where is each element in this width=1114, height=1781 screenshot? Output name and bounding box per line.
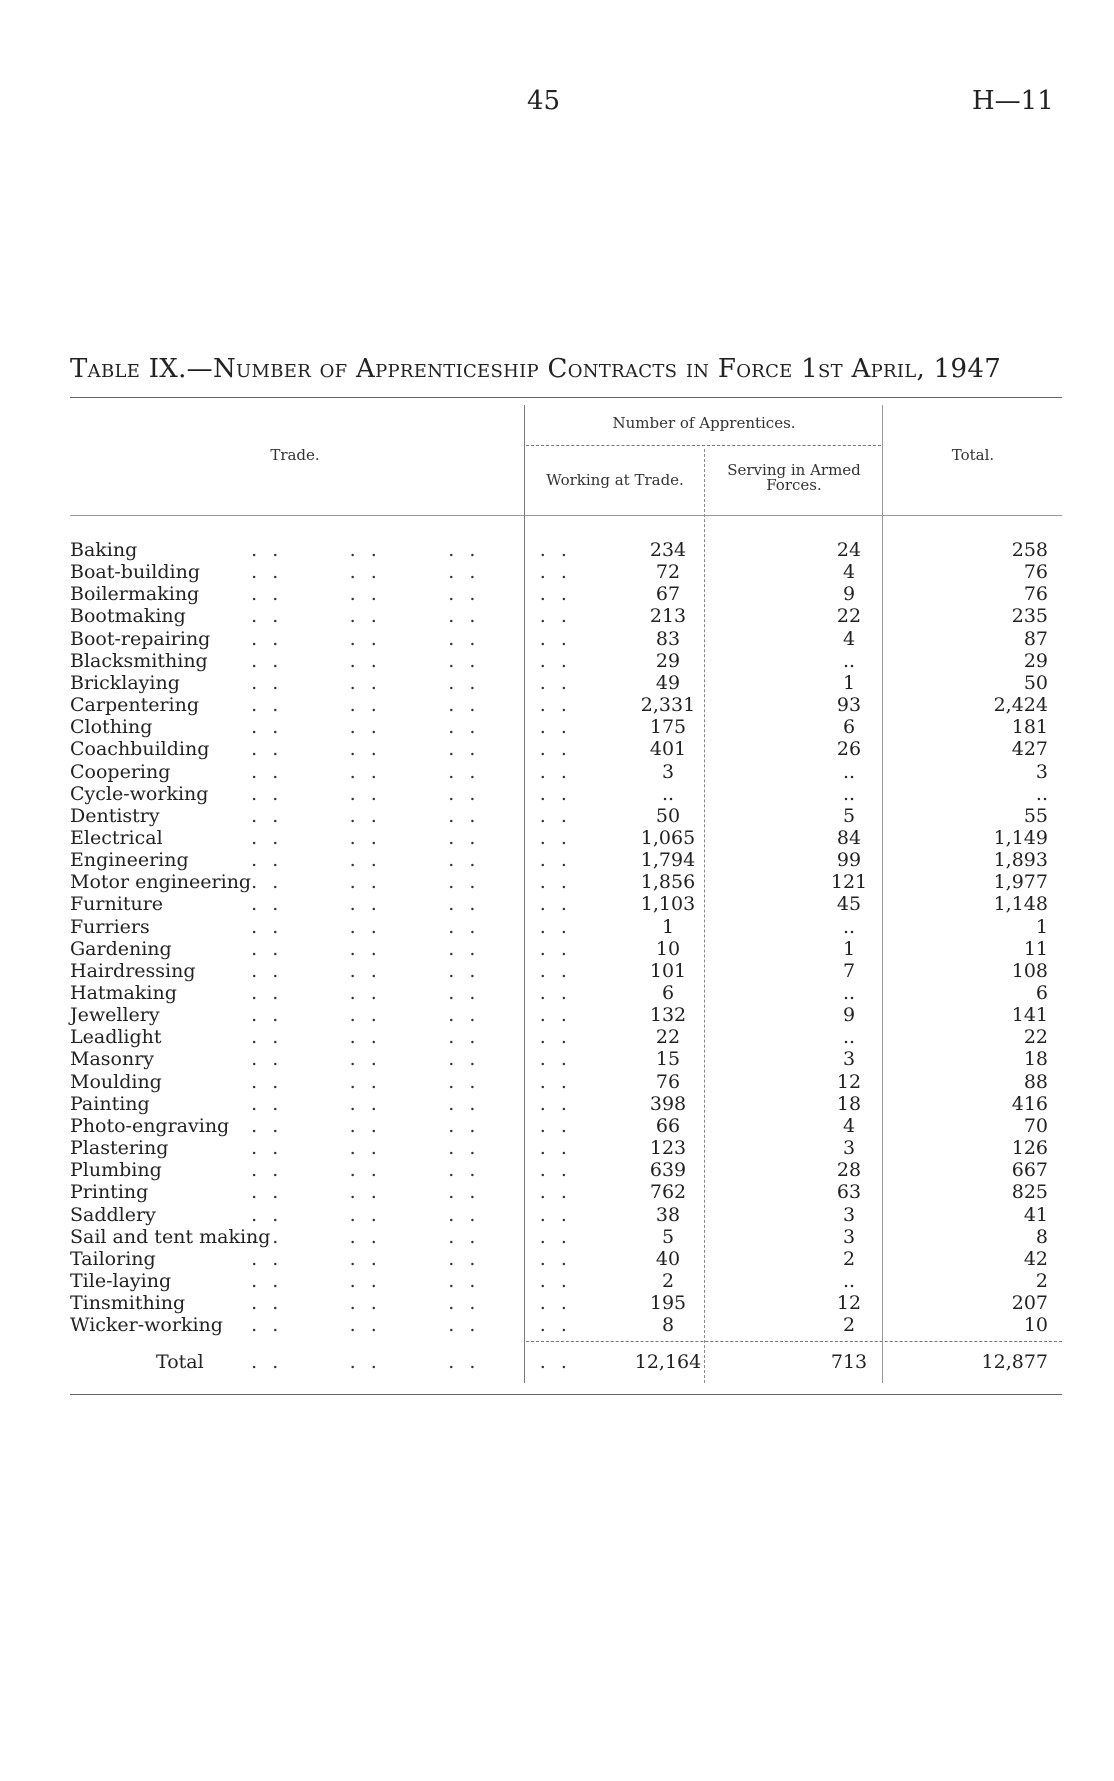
trade-name: Electrical [70, 826, 163, 849]
total-value: 667 [1011, 1159, 1048, 1182]
working-value: 2,331 [640, 694, 696, 717]
trade-name: Printing [70, 1181, 149, 1204]
total-value: 1,977 [993, 871, 1048, 894]
working-value: 398 [649, 1092, 687, 1115]
leader-dots: . . . . . . . . [230, 1247, 568, 1270]
working-value: 175 [649, 716, 687, 739]
trade-name: Saddlery [70, 1203, 156, 1226]
leader-dots: . . . . . . . . [230, 871, 568, 894]
trade-name: Bricklaying [70, 671, 180, 694]
serving-value: 9 [842, 1004, 856, 1027]
header-working: Working at Trade. [546, 471, 684, 489]
header-number-of-apprentices: Number of Apprentices. [612, 414, 796, 432]
serving-value: 9 [842, 583, 856, 606]
leader-dots: . . . . . . . . [230, 716, 568, 739]
table-row [70, 1093, 1062, 1115]
table-row [70, 628, 1062, 650]
working-value: 2 [661, 1269, 675, 1292]
total-value: 825 [1011, 1181, 1048, 1204]
serving-value: 3 [842, 1225, 856, 1248]
working-value: 67 [655, 583, 681, 606]
leader-dots: . . . . . . . . [230, 1137, 568, 1160]
total-value: 22 [1023, 1026, 1048, 1049]
leader-dots: . . . . . . . . [230, 1203, 568, 1226]
table-row [70, 1159, 1062, 1181]
total-value: 42 [1023, 1247, 1048, 1270]
working-value: 76 [655, 1070, 681, 1093]
total-value: 2,424 [993, 694, 1048, 717]
serving-value: 2 [842, 1247, 856, 1270]
total-value: 141 [1011, 1004, 1048, 1027]
table-row [70, 716, 1062, 738]
working-value: 123 [649, 1137, 687, 1160]
total-value: 87 [1023, 627, 1048, 650]
trade-name: Boilermaking [70, 583, 200, 606]
table-row [70, 1048, 1062, 1070]
working-value: 38 [655, 1203, 681, 1226]
working-value: 639 [649, 1159, 687, 1182]
working-value: 40 [655, 1247, 681, 1270]
leader-dots: . . . . . . . . [230, 937, 568, 960]
total-row [70, 1351, 1062, 1373]
trade-name: Tailoring [70, 1247, 156, 1270]
serving-value: 6 [842, 716, 856, 739]
leader-dots: . . . . . . . . [230, 583, 568, 606]
working-value: 132 [649, 1004, 687, 1027]
leader-dots: . . . . . . . . [230, 1181, 568, 1204]
serving-value: 28 [836, 1159, 862, 1182]
table-row [70, 1204, 1062, 1226]
table-row [70, 583, 1062, 605]
leader-dots: . . . . . . . . [230, 915, 568, 938]
table-row [70, 1026, 1062, 1048]
table-row [70, 605, 1062, 627]
serving-value: 12 [836, 1070, 862, 1093]
table-row [70, 982, 1062, 1004]
table-title [70, 354, 1001, 384]
leader-dots: . . . . . . . . [230, 982, 568, 1004]
leader-dots: . . . . . . . . [230, 826, 568, 849]
working-value: 1,856 [640, 871, 696, 894]
leader-dots: . . . . . . . . [230, 1026, 568, 1049]
trade-name: Coopering [70, 760, 171, 783]
trade-name: Engineering [70, 849, 189, 872]
total-value: 416 [1011, 1092, 1048, 1115]
document-reference: H—11 [972, 86, 1054, 116]
table-title-prefix: Table IX. [70, 354, 187, 384]
serving-value: 1 [842, 671, 856, 694]
trade-name: Photo-engraving [70, 1114, 230, 1137]
total-working: 12,164 [634, 1351, 702, 1373]
table-row [70, 938, 1062, 960]
trade-name: Gardening [70, 937, 172, 960]
serving-value: .. [842, 760, 856, 783]
leader-dots: . . . . . . . . [230, 804, 568, 827]
serving-value: 18 [836, 1092, 862, 1115]
leader-dots: . . . . . . . . [230, 1114, 568, 1137]
serving-value: 121 [830, 871, 868, 894]
total-value: 181 [1011, 716, 1048, 739]
total-value: 1,149 [993, 826, 1048, 849]
table-row [70, 694, 1062, 716]
table-row [70, 1292, 1062, 1314]
trade-name: Dentistry [70, 804, 160, 827]
table-row [70, 893, 1062, 915]
working-value: 49 [655, 671, 681, 694]
serving-value: 2 [842, 1314, 856, 1337]
header-serving: Serving in Armed Forces. [727, 461, 861, 494]
page-number: 45 [527, 86, 561, 116]
serving-value: .. [842, 1026, 856, 1049]
total-value: 76 [1023, 583, 1048, 606]
serving-value: 3 [842, 1137, 856, 1160]
subheader-rule [526, 445, 881, 446]
serving-value: 22 [836, 605, 862, 628]
total-value: 1,148 [993, 893, 1048, 916]
leader-dots: . . . . . . . . [230, 760, 568, 783]
trade-name: Hairdressing [70, 959, 196, 982]
trade-name: Moulding [70, 1070, 162, 1093]
total-value: 55 [1023, 804, 1048, 827]
total-value: 235 [1011, 605, 1048, 628]
leader-dots: . . . . . . . . [230, 959, 568, 982]
table-row [70, 916, 1062, 938]
table-row [70, 1137, 1062, 1159]
trade-name: Boot-repairing [70, 627, 211, 650]
serving-value: 7 [842, 959, 856, 982]
serving-value: .. [842, 649, 856, 672]
serving-value: 3 [842, 1048, 856, 1071]
leader-dots: . . . . . . . . [230, 1070, 568, 1093]
leader-dots: . . . . . . . . [230, 627, 568, 650]
leader-dots: . . . . . . . . [230, 893, 568, 916]
working-value: 1,065 [640, 826, 696, 849]
leader-dots: . . . . . . . . [230, 1225, 568, 1248]
working-value: 401 [649, 738, 687, 761]
table-row [70, 1181, 1062, 1203]
serving-value: 12 [836, 1292, 862, 1315]
working-value: 5 [661, 1225, 675, 1248]
table-title-text: —Number of Apprenticeship Contracts in Force 1st April, 1947 [186, 354, 1002, 384]
working-value: 213 [649, 605, 687, 628]
trade-name: Coachbuilding [70, 738, 210, 761]
serving-value: 1 [842, 937, 856, 960]
table-row [70, 561, 1062, 583]
total-value: 1 [1035, 915, 1048, 938]
trade-name: Furniture [70, 893, 164, 916]
total-value: 126 [1011, 1137, 1048, 1160]
trade-name: Plumbing [70, 1159, 162, 1182]
table-row [70, 650, 1062, 672]
working-value: 6 [661, 982, 675, 1004]
table-bottom-rule [70, 1394, 1062, 1395]
table-row [70, 1314, 1062, 1336]
total-value: 11 [1023, 937, 1048, 960]
trade-name: Motor engineering [70, 871, 252, 894]
table-row [70, 1004, 1062, 1026]
table-row [70, 871, 1062, 893]
leader-dots: . . . . . . . . [230, 1004, 568, 1027]
working-value: 8 [661, 1314, 675, 1337]
working-value: 234 [649, 539, 687, 561]
working-value: 1,794 [640, 849, 696, 872]
working-value: 22 [655, 1026, 681, 1049]
trade-name: Blacksmithing [70, 649, 208, 672]
total-value: 10 [1023, 1314, 1048, 1337]
trade-name: Jewellery [70, 1004, 160, 1027]
working-value: 1 [661, 915, 675, 938]
trade-name: Clothing [70, 716, 153, 739]
total-value: 108 [1011, 959, 1048, 982]
leader-dots: . . . . . . . . [230, 1092, 568, 1115]
total-serving: 713 [830, 1351, 868, 1373]
trade-name: Hatmaking [70, 982, 177, 1004]
total-value: 88 [1023, 1070, 1048, 1093]
table-row [70, 672, 1062, 694]
working-value: 10 [655, 937, 681, 960]
working-value: 1,103 [640, 893, 696, 916]
working-value: 15 [655, 1048, 681, 1071]
working-value: 195 [649, 1292, 687, 1315]
total-value: 76 [1023, 561, 1048, 584]
trade-name: Sail and tent making [70, 1225, 271, 1248]
total-value: 1,893 [993, 849, 1048, 872]
serving-value: 63 [836, 1181, 862, 1204]
leader-dots: . . . . . . . . [230, 649, 568, 672]
leader-dots: . . . . . . . . [230, 1351, 568, 1373]
total-value: 29 [1023, 649, 1048, 672]
working-value: 83 [655, 627, 681, 650]
working-value: 762 [649, 1181, 687, 1204]
table-row [70, 1248, 1062, 1270]
working-value: 50 [655, 804, 681, 827]
working-value: 72 [655, 561, 681, 584]
trade-name: Baking [70, 539, 138, 561]
total-value: 3 [1035, 760, 1048, 783]
serving-value: 99 [836, 849, 862, 872]
table-top-rule [70, 397, 1062, 398]
serving-value: 4 [842, 1114, 856, 1137]
table-row [70, 738, 1062, 760]
serving-value: 5 [842, 804, 856, 827]
leader-dots: . . . . . . . . [230, 1292, 568, 1315]
working-value: 3 [661, 760, 675, 783]
trade-name: Plastering [70, 1137, 169, 1160]
total-value: 50 [1023, 671, 1048, 694]
serving-value: 4 [842, 561, 856, 584]
trade-name: Carpentering [70, 694, 200, 717]
table-row [70, 827, 1062, 849]
leader-dots: . . . . . . . . [230, 1048, 568, 1071]
trade-name: Cycle-working [70, 782, 209, 805]
trade-name: Wicker-working [70, 1314, 223, 1337]
total-top-rule [526, 1341, 1062, 1342]
header-trade: Trade. [270, 446, 320, 464]
leader-dots: . . . . . . . . [230, 1314, 568, 1337]
working-value: 66 [655, 1114, 681, 1137]
serving-value: .. [842, 1269, 856, 1292]
trade-name: Tile-laying [70, 1269, 172, 1292]
leader-dots: . . . . . . . . [230, 561, 568, 584]
table-row [70, 1226, 1062, 1248]
trade-name: Bootmaking [70, 605, 186, 628]
total-value: 41 [1023, 1203, 1048, 1226]
total-value: 207 [1011, 1292, 1048, 1315]
table-row [70, 960, 1062, 982]
table-row [70, 1115, 1062, 1137]
working-value: 29 [655, 649, 681, 672]
trade-name: Furriers [70, 915, 150, 938]
table-row [70, 783, 1062, 805]
table-row [70, 849, 1062, 871]
table-row [70, 761, 1062, 783]
serving-value: .. [842, 782, 856, 805]
trade-name: Boat-building [70, 561, 200, 584]
total-value: 258 [1011, 539, 1048, 561]
table-row [70, 805, 1062, 827]
total-total: 12,877 [981, 1351, 1048, 1373]
total-value: 2 [1035, 1269, 1048, 1292]
serving-value: 45 [836, 893, 862, 916]
leader-dots: . . . . . . . . [230, 1159, 568, 1182]
header-total: Total. [951, 446, 995, 464]
serving-value: .. [842, 915, 856, 938]
serving-value: 84 [836, 826, 862, 849]
total-value: .. [1035, 782, 1048, 805]
leader-dots: . . . . . . . . [230, 782, 568, 805]
serving-value: 93 [836, 694, 862, 717]
leader-dots: . . . . . . . . [230, 539, 568, 561]
trade-name: Leadlight [70, 1026, 162, 1049]
serving-value: 24 [836, 539, 862, 561]
working-value: .. [661, 782, 675, 805]
trade-name: Tinsmithing [70, 1292, 186, 1315]
total-value: 18 [1023, 1048, 1048, 1071]
total-value: 70 [1023, 1114, 1048, 1137]
leader-dots: . . . . . . . . [230, 738, 568, 761]
total-value: 6 [1035, 982, 1048, 1004]
total-label: Total [156, 1351, 204, 1373]
header-bottom-rule [70, 515, 1062, 516]
leader-dots: . . . . . . . . [230, 605, 568, 628]
table-row [70, 539, 1062, 561]
leader-dots: . . . . . . . . [230, 1269, 568, 1292]
total-value: 427 [1011, 738, 1048, 761]
serving-value: 3 [842, 1203, 856, 1226]
leader-dots: . . . . . . . . [230, 849, 568, 872]
working-value: 101 [649, 959, 687, 982]
table-row [70, 1071, 1062, 1093]
table-row [70, 1270, 1062, 1292]
trade-name: Masonry [70, 1048, 155, 1071]
trade-name: Painting [70, 1092, 150, 1115]
serving-value: 26 [836, 738, 862, 761]
leader-dots: . . . . . . . . [230, 671, 568, 694]
leader-dots: . . . . . . . . [230, 694, 568, 717]
serving-value: 4 [842, 627, 856, 650]
serving-value: .. [842, 982, 856, 1004]
total-value: 8 [1035, 1225, 1048, 1248]
